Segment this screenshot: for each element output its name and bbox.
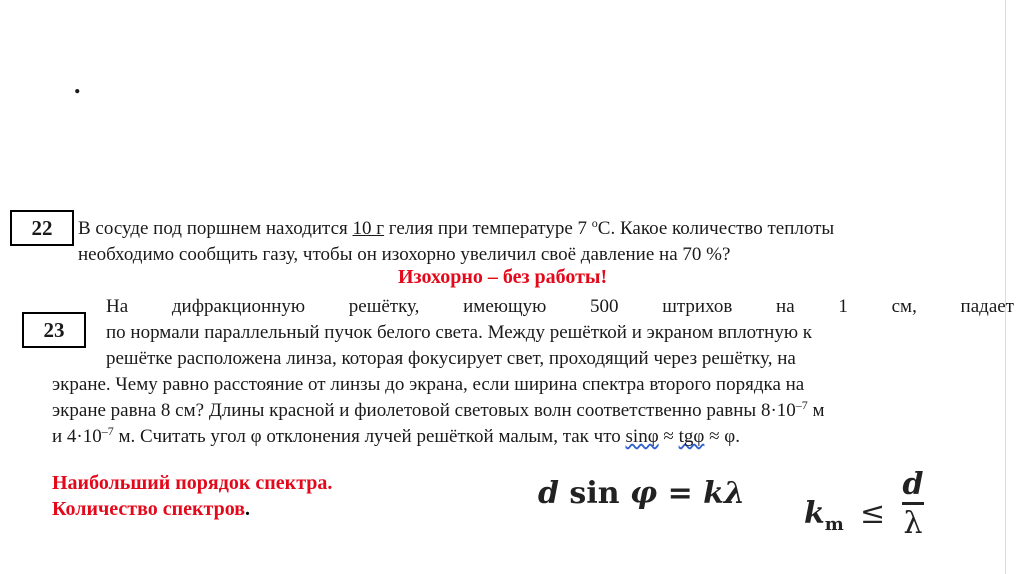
note-max-order: Наибольший порядок спектра. <box>52 472 333 494</box>
symbol-d: d <box>538 476 559 511</box>
slide-right-edge <box>1005 0 1024 574</box>
mass-value: 10 г <box>352 218 385 239</box>
note-text: Количество спектров <box>52 498 246 520</box>
problem-22-text <box>78 216 1024 272</box>
text-fragment: и 4·10 <box>52 426 102 447</box>
symbol-lambda: λ <box>723 476 746 511</box>
text-fragment: гелия при температуре 7 <box>384 218 592 239</box>
problem-23-line-3: решётке расположена линза, которая фокусирует свет, проходящий через решётку, на <box>106 348 796 369</box>
text-fragment: м. Считать угол φ отклонения лучей решёткой малым, так что <box>113 426 626 447</box>
text-fragment: ≈ φ. <box>704 426 741 447</box>
less-equal-sign: ≤ <box>860 496 886 531</box>
celsius-mark: С <box>597 218 611 239</box>
symbol-k: k <box>703 476 724 511</box>
problem-23-text <box>52 294 1012 460</box>
sin-phi: sinφ <box>625 426 659 447</box>
grating-equation <box>538 476 745 511</box>
text-fragment: В сосуде под поршнем находится <box>78 218 353 239</box>
exponent: –7 <box>795 398 808 412</box>
numerator-d: d <box>902 467 924 502</box>
tg-phi: tgφ <box>678 426 705 447</box>
problem-23-line-5 <box>52 398 825 424</box>
symbol-k-m <box>804 496 844 535</box>
approx-sign: ≈ <box>658 426 679 447</box>
problem-number-22: 22 <box>10 210 74 246</box>
text-fragment: . Какое количество теплоты <box>610 218 835 239</box>
problem-number-23: 23 <box>22 312 86 348</box>
degree-mark: о <box>591 216 598 230</box>
problem-23-line-1: На дифракционную решётку, имеющую 500 штрихов на 1 см, падает <box>106 296 1014 317</box>
text-fragment: м <box>807 400 825 421</box>
equals-sign: = <box>657 476 704 511</box>
problem-23-line-2: по нормали параллельный пучок белого света. Между решёткой и экраном вплотную к <box>106 322 813 343</box>
subscript-m: m <box>824 514 844 535</box>
problem-23-line-6 <box>52 424 740 450</box>
note-period: . <box>245 498 251 520</box>
hint-isochoric: Изохорно – без работы! <box>398 266 608 288</box>
bullet-marker: . <box>74 70 81 99</box>
text-fragment: экране равна 8 см? Длины красной и фиолетовой световых волн соответственно равны 8·10 <box>52 400 796 421</box>
note-spectra-count <box>52 498 250 521</box>
problem-22-line-1 <box>78 216 834 242</box>
symbol-sin: sin <box>558 476 630 511</box>
symbol-k: k <box>804 496 825 531</box>
denominator-lambda: λ <box>903 506 923 541</box>
problem-23-line-4: экране. Чему равно расстояние от линзы до экрана, если ширина спектра второго порядка на <box>52 374 805 395</box>
symbol-phi: φ <box>629 476 658 511</box>
exponent: –7 <box>101 424 114 438</box>
fraction <box>902 468 924 543</box>
problem-22-line-2: необходимо сообщить газу, чтобы он изохорно увеличил своё давление на 70 %? <box>78 244 731 265</box>
